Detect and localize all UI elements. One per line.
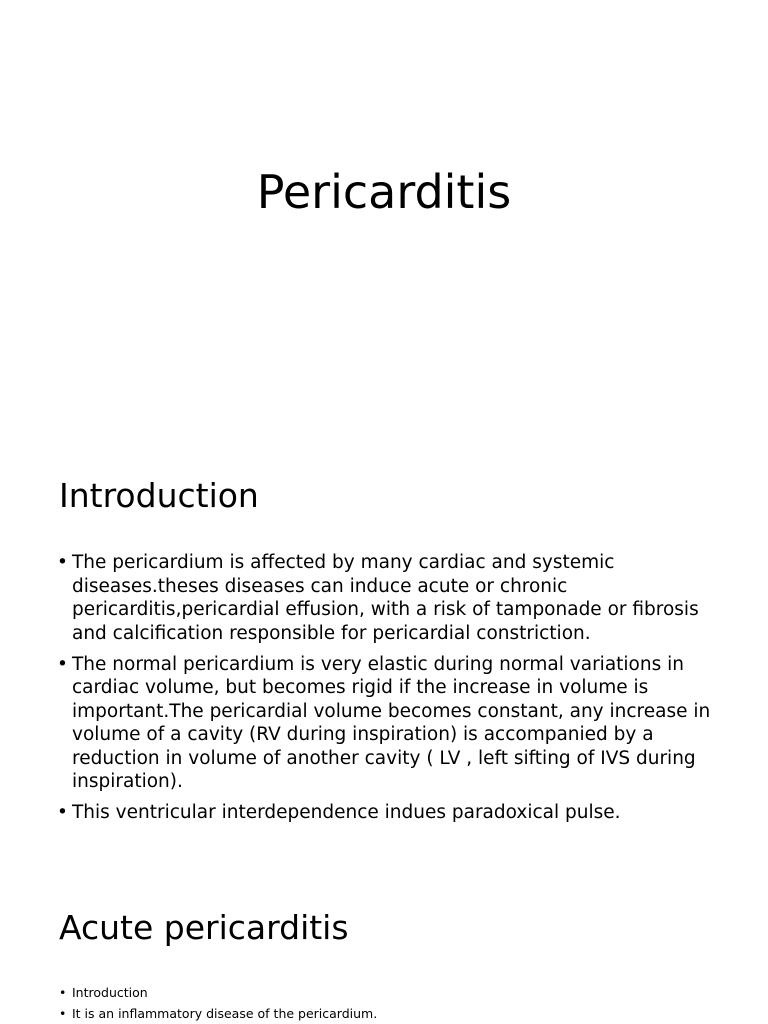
bullet-item — [57, 551, 727, 645]
bullet-icon: • — [57, 653, 68, 675]
acute-pericarditis-slide — [0, 864, 768, 1024]
bullet-icon: • — [59, 985, 67, 1000]
bullet-item — [59, 1004, 729, 1024]
bullet-list-acute-pericarditis — [59, 983, 729, 1024]
bullet-icon: • — [59, 1005, 67, 1021]
slide-heading-introduction: Introduction — [59, 476, 259, 515]
bullet-icon: • — [57, 552, 68, 573]
title-slide — [0, 0, 768, 432]
introduction-slide — [0, 432, 768, 864]
bullet-list-introduction — [57, 551, 727, 832]
bullet-text: It is an inflammatory disease of the pericardium. — [72, 1005, 378, 1021]
presentation-title: Pericarditis — [256, 165, 512, 219]
bullet-item — [57, 653, 727, 794]
bullet-text: Introduction — [72, 985, 148, 1000]
slide-heading-acute-pericarditis: Acute pericarditis — [59, 908, 349, 947]
bullet-icon: • — [57, 802, 68, 823]
bullet-item — [57, 801, 727, 825]
bullet-text: The normal pericardium is very elastic during normal variations in cardiac volume, but becomes rigid if the increase in volume is important.The pericardial volume becomes constant, any increase in volume of a cavity (RV during inspiration) is accompanied by a reduction in volume of another cavity ( LV , left sifting of IVS during inspiration). — [72, 653, 711, 792]
bullet-text: The pericardium is affected by many cardiac and systemic diseases.theses diseases can induce acute or chronic pericarditis,pericardial effusion, with a risk of tamponade or fibrosis and calcification responsible for pericardial constriction. — [72, 552, 699, 644]
bullet-item — [59, 983, 729, 1004]
bullet-text: This ventricular interdependence indues paradoxical pulse. — [72, 802, 621, 823]
